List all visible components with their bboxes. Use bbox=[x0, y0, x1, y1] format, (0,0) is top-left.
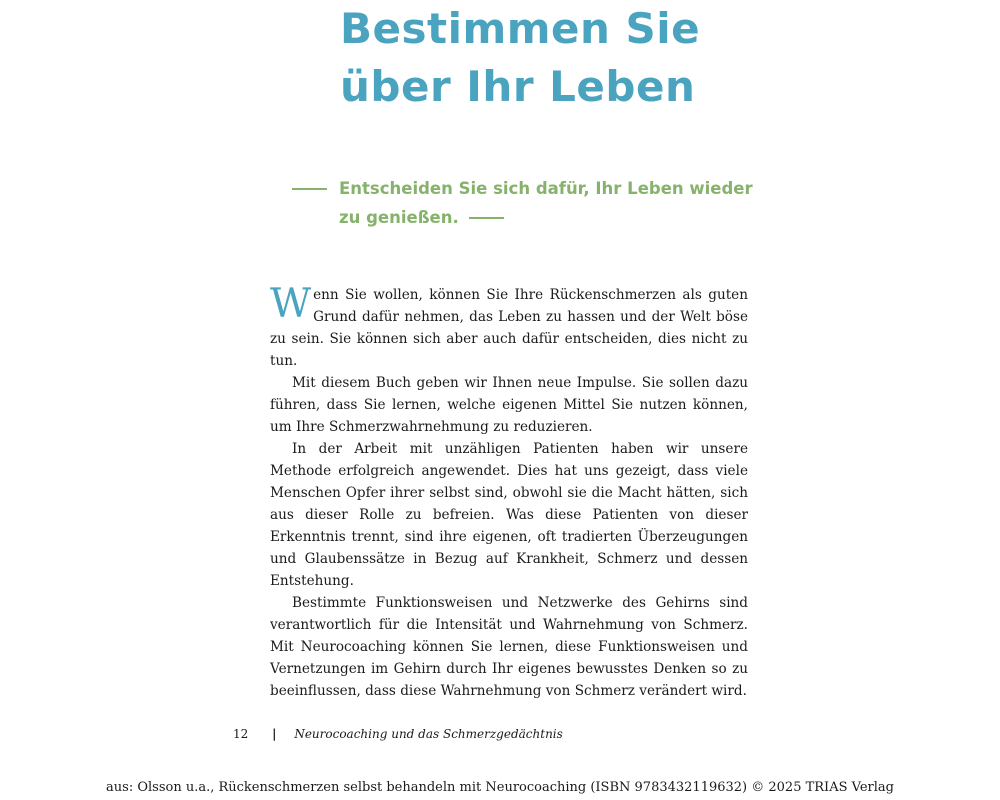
lead-quote bbox=[292, 174, 792, 232]
paragraph-2: Mit diesem Buch geben wir Ihnen neue Impulse. Sie sollen dazu führen, dass Sie lernen, welche eigenen Mittel Sie nutzen können, um Ihre Schmerzwahrnehmung zu reduzieren. bbox=[270, 375, 748, 435]
body-text bbox=[270, 281, 748, 702]
lead-quote-row-1 bbox=[292, 174, 792, 203]
page-number: 12 bbox=[233, 727, 249, 741]
footer-separator: | bbox=[272, 727, 277, 741]
lead-quote-line-1: Entscheiden Sie sich dafür, Ihr Leben wieder bbox=[339, 179, 753, 198]
lead-quote-line-2: zu genießen. bbox=[339, 208, 459, 227]
drop-cap: W bbox=[270, 281, 312, 327]
paragraph-4: Bestimmte Funktionsweisen und Netzwerke des Gehirns sind verantwortlich für die Intensität und Wahrnehmung von Schmerz. Mit Neurocoaching können Sie lernen, diese Funktionsweisen und Vernetzungen im Gehirn durch Ihr eigenes bewusstes Denken so zu beeinflussen, dass diese Wahrnehmung von Schmerz verändert wird. bbox=[270, 595, 748, 699]
source-credit: aus: Olsson u.a., Rückenschmerzen selbst behandeln mit Neurocoaching (ISBN 9783432119632) © 2025 TRIAS Verlag bbox=[106, 780, 894, 795]
page-title bbox=[340, 0, 960, 116]
page-title-line-2: über Ihr Leben bbox=[340, 62, 696, 111]
paragraph-3: In der Arbeit mit unzähligen Patienten haben wir unsere Methode erfolgreich angewendet. Dies hat uns gezeigt, dass viele Menschen Opfer ihrer selbst sind, obwohl sie die Macht hätten, sich aus dieser Rolle zu befreien. Was diese Patienten von dieser Erkenntnis trennt, sind ihre eigenen, oft tradierten Überzeugungen und Glaubenssätze in Bezug auf Krankheit, Schmerz und dessen Entstehung. bbox=[270, 441, 748, 589]
page-footer bbox=[233, 727, 563, 741]
lead-dash-right bbox=[469, 217, 504, 219]
running-chapter-title: Neurocoaching und das Schmerzgedächtnis bbox=[294, 727, 563, 741]
lead-quote-row-2 bbox=[292, 203, 792, 232]
page-title-line-1: Bestimmen Sie bbox=[340, 4, 701, 53]
lead-dash-left bbox=[292, 188, 327, 190]
paragraph-1 bbox=[270, 281, 748, 372]
paragraph-1-text: enn Sie wollen, können Sie Ihre Rückenschmerzen als guten Grund dafür nehmen, das Leben zu hassen und der Welt böse zu sein. Sie können sich aber auch dafür entscheiden, dies nicht zu tun. bbox=[270, 287, 748, 369]
